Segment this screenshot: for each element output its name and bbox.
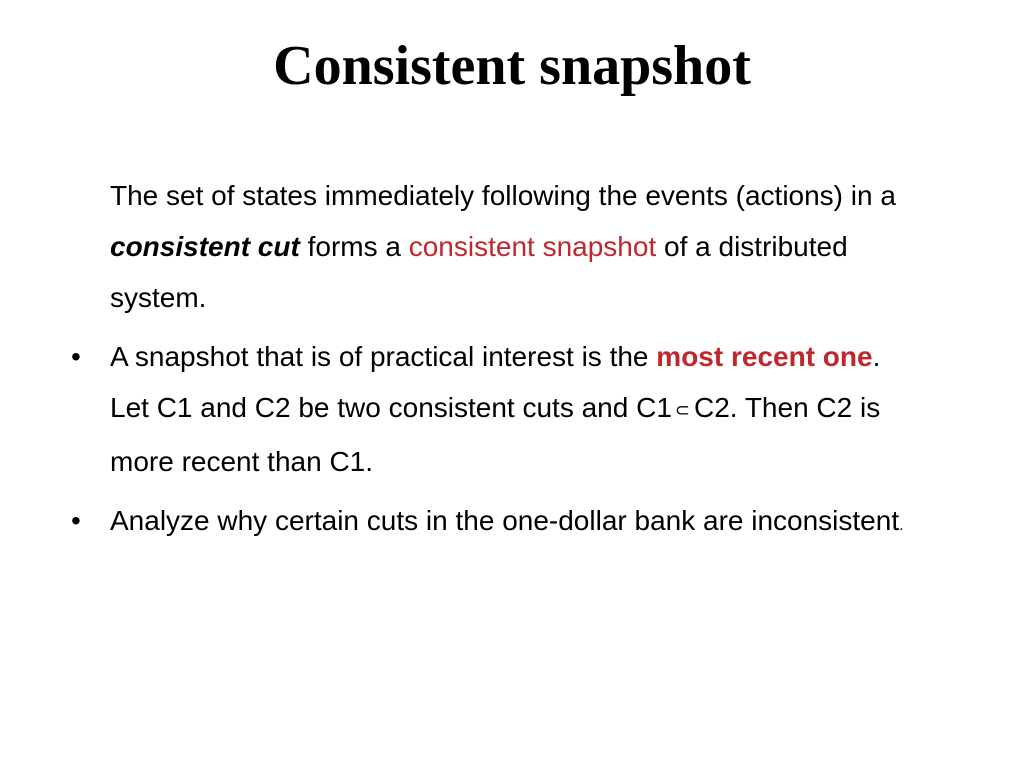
p2-text-3: . Let C1 and C2 be two consistent cuts and C1: [110, 341, 881, 423]
p1-text-5: of a distributed system.: [110, 231, 848, 313]
p2-text-5: C2. Then C2 is more recent than C1.: [110, 392, 881, 477]
bullet-icon: •: [71, 341, 81, 372]
p1-text-1: The set of states immediately following the events (actions) in a: [110, 180, 896, 211]
bullet-icon: •: [71, 505, 81, 536]
p1-text-3: forms a: [299, 231, 409, 262]
bullet-item-most-recent: [71, 331, 910, 487]
p2-text-1: A snapshot that is of practical interest is the: [110, 341, 657, 372]
term-most-recent-one: most recent one: [656, 341, 873, 372]
p3-text-1: Analyze why certain cuts in the one-dollar bank are inconsistent: [110, 505, 900, 536]
term-consistent-snapshot: consistent snapshot: [408, 231, 657, 262]
p3-period: .: [899, 517, 904, 534]
subset-symbol: ⊂: [674, 400, 690, 420]
term-consistent-cut: consistent cut: [110, 231, 300, 262]
slide-title: Consistent snapshot: [273, 35, 751, 97]
bullet-item-analyze: [71, 495, 910, 551]
slide-body: [71, 170, 910, 559]
paragraph-consistent-snapshot-definition: [110, 170, 910, 323]
